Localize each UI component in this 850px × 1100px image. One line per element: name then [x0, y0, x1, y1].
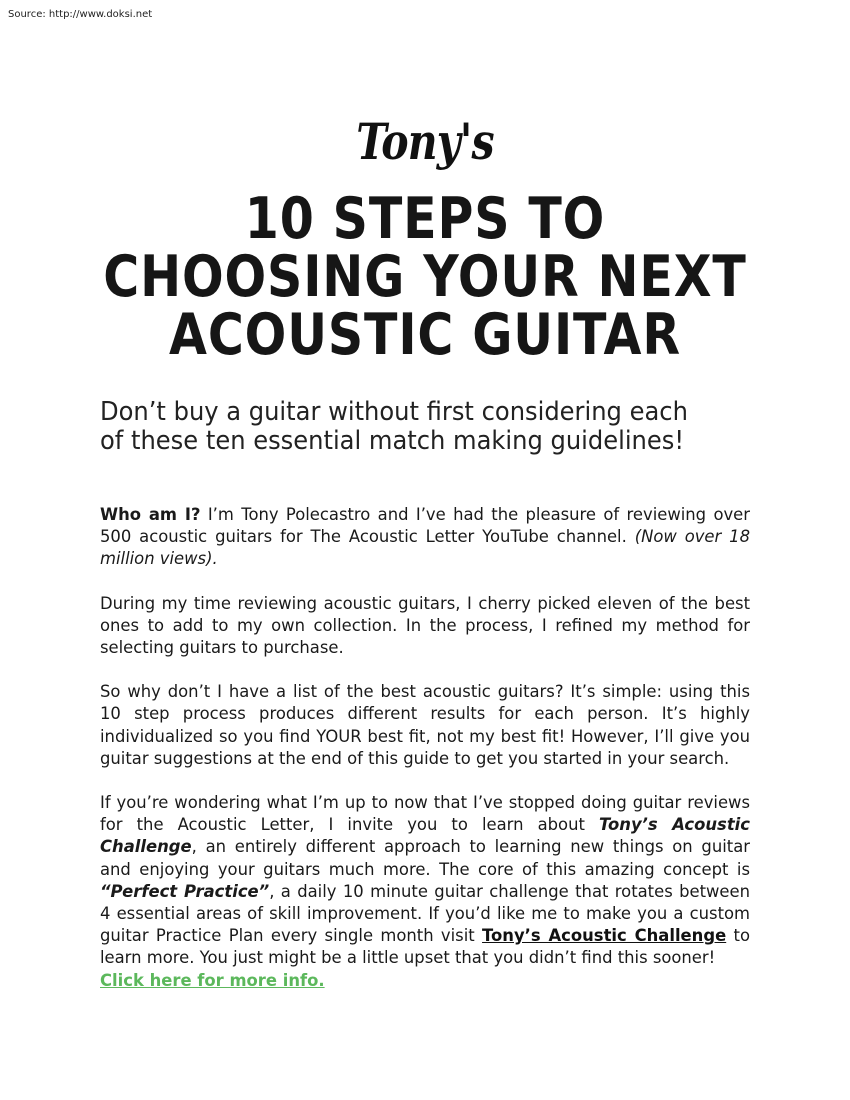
subtitle: Don’t buy a guitar without first considering each of these ten essential match making guidelines! — [100, 397, 688, 456]
challenge-text-c: , an entirely different approach to learning new things on guitar and enjoying your guitars much more. The core of this amazing concept is — [100, 837, 750, 879]
title-line-1: 10 STEPS TO — [244, 186, 606, 252]
more-info-link[interactable]: Click here for more info. — [100, 970, 325, 990]
perfect-practice-emphasis: “Perfect Practice” — [100, 881, 270, 901]
challenge-name-emphasis: Tony’s Acoustic Challenge — [100, 815, 750, 857]
title-line-3: ACOUSTIC GUITAR — [169, 302, 681, 368]
page-title — [0, 186, 850, 368]
challenge-paragraph — [100, 792, 750, 970]
why-no-list-paragraph: So why don’t I have a list of the best acoustic guitars? It’s simple: using this 10 step process produces different results for each person. It’s highly individualized so you find YOUR best fit, not my best fit! However, I’ll give you guitar suggestions at the end of this guide to get you started in your search. — [100, 682, 750, 768]
who-am-i-label: Who am I? — [100, 505, 201, 524]
collection-paragraph: During my time reviewing acoustic guitars, I cherry picked eleven of the best ones to add to my own collection. In the process, I refined my method for selecting guitars to purchase. — [100, 593, 750, 658]
acoustic-challenge-link[interactable]: Tony’s Acoustic Challenge — [482, 926, 727, 946]
brand-script-title: Tony's — [356, 112, 494, 171]
challenge-text-f: to learn more. You just might be a little upset that you didn’t find this sooner! — [100, 926, 750, 968]
views-note: (Now over 18 million views). — [100, 527, 750, 569]
who-am-i-text: I’m Tony Polecastro and I’ve had the pleasure of reviewing over 500 acoustic guitars for The Acoustic Letter YouTube channel. — [100, 505, 750, 547]
who-am-i-paragraph — [100, 504, 750, 571]
intro-body — [100, 504, 750, 992]
challenge-text-e: , a daily 10 minute guitar challenge that rotates between 4 essential areas of skill improvement. If you’d like me to make you a custom guitar Practice Plan every single month visit — [100, 881, 750, 946]
source-label: Source: http://www.doksi.net — [8, 9, 153, 20]
challenge-text-a: If you’re wondering what I’m up to now that I’ve stopped doing guitar reviews for the Acoustic Letter, I invite you to learn about — [100, 793, 750, 835]
title-line-2: CHOOSING YOUR NEXT — [103, 244, 747, 310]
